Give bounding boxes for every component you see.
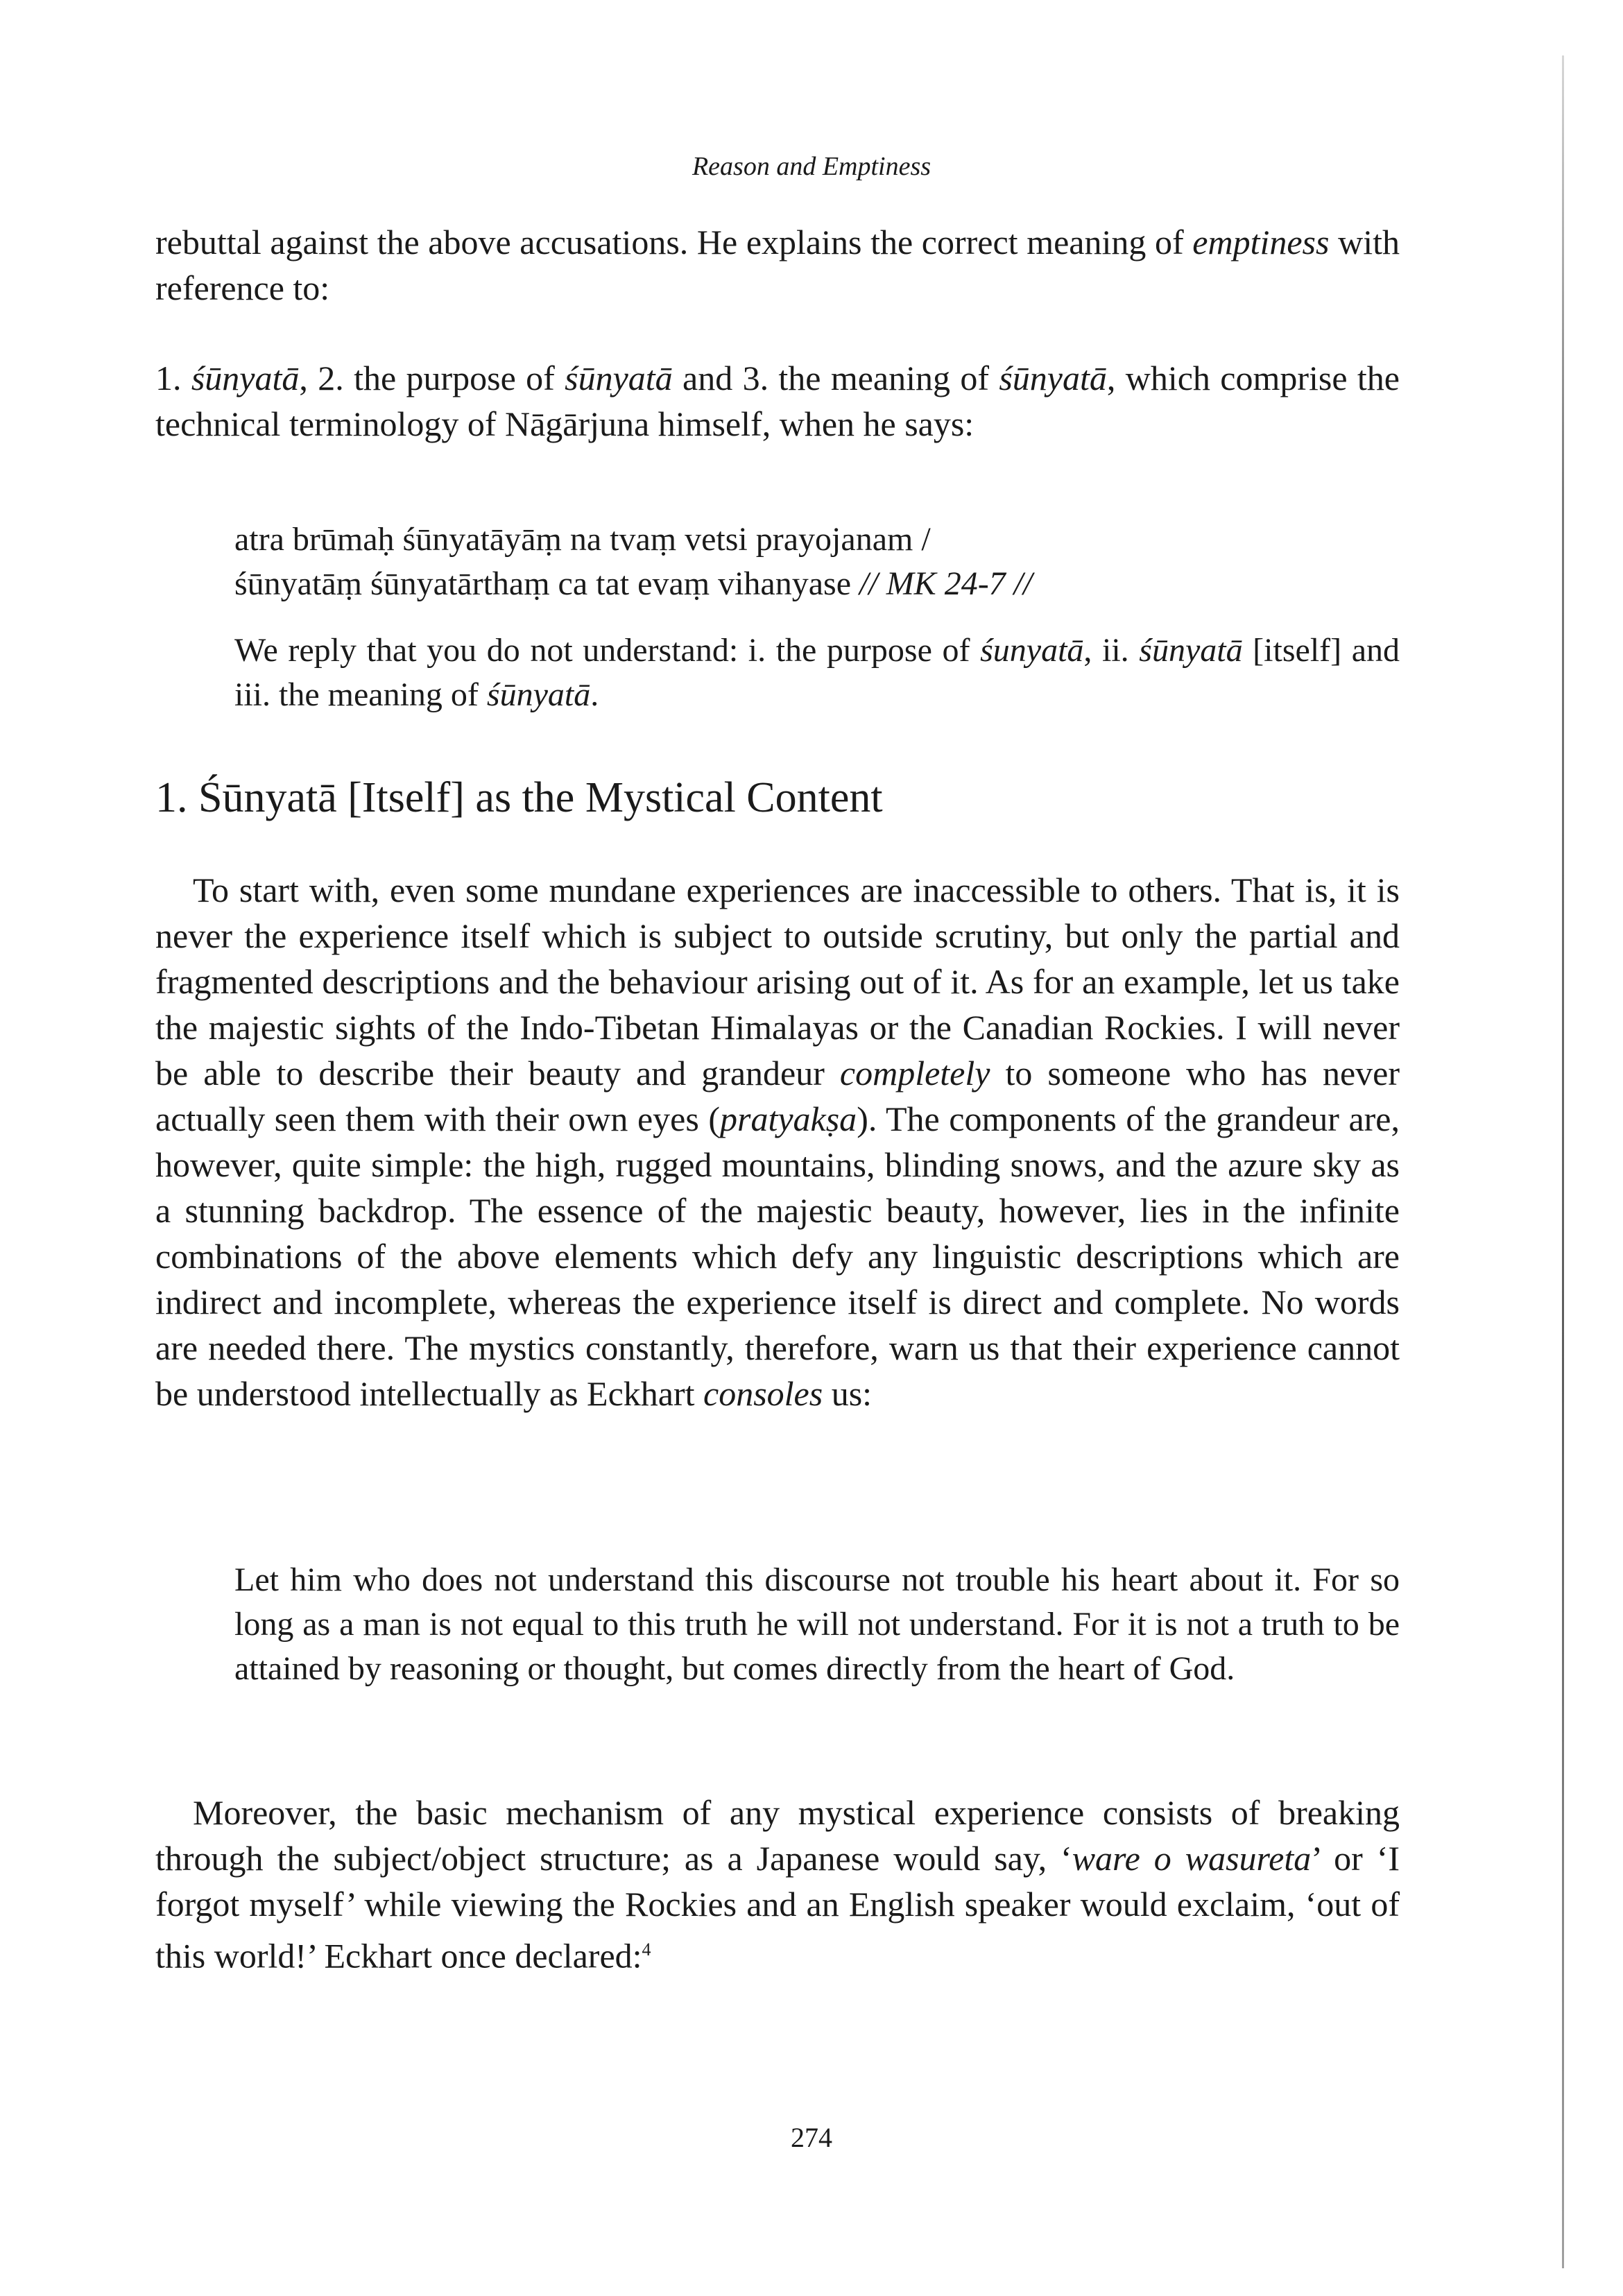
footnote-marker: 4 [642,1939,651,1960]
running-head: Reason and Emptiness [692,152,931,181]
intro-paragraph: rebuttal against the above accusations. He explains the correct meaning of emptiness with reference to: [155,223,1400,307]
verse-translation: We reply that you do not understand: i. the purpose of śunyatā, ii. śūnyatā [itself] and iii. the meaning of śūnyatā. [234,632,1400,713]
page-edge-shadow [1562,55,1564,2268]
enumerated-list: 1. śūnyatā, 2. the purpose of śūnyatā and 3. the meaning of śūnyatā, which comprise the technical terminology of Nāgārjuna himself, when he says: [155,359,1400,443]
body-paragraph-1: To start with, even some mundane experiences are inaccessible to others. That is, it is never the experience itself which is subject to outside scrutiny, but only the partial and fragmented descriptions and the behaviour arising out of it. As for an example, let us take the majestic sights of the Indo-Tibetan Himalayas or the Canadian Rockies. I will never be able to describe their beauty and grandeur completely to someone who has never actually seen them with their own eyes (pratyakṣa). The components of the grandeur are, however, quite simple: the high, rugged mountains, blinding snows, and the azure sky as a stunning backdrop. The essence of the majestic beauty, however, lies in the infinite combinations of the above elements which defy any linguistic descriptions which are indirect and incomplete, whereas the experience itself is direct and complete. No words are needed there. The mystics constantly, therefore, warn us that their experience cannot be understood intellectually as Eckhart consoles us: [155,871,1400,1413]
body-paragraph-2: Moreover, the basic mechanism of any mystical experience consists of breaking through the subject/object structure; as a Japanese would say, ‘ware o wasureta’ or ‘I forgot myself’ while viewing the Rockies and an English speaker would exclaim, ‘out of this world!’ Eckhart once declared:$^4$ [155,1793,1400,1976]
verse-line-1: atra brūmaḥ śūnyatāyāṃ na tvaṃ vetsi prayojanam / [234,521,931,558]
eckhart-quotation: Let him who does not understand this discourse not trouble his heart about it. For so long as a man is not equal to this truth he will not understand. For it is not a truth to be attained by reasoning or thought, but comes directly from the heart of God. [234,1561,1400,1687]
sanskrit-verse [234,517,1400,606]
page-number: 274 [791,2122,832,2153]
verse-line-2: śūnyatāṃ śūnyatārthaṃ ca tat evaṃ vihanyase // MK 24-7 // [234,565,1033,602]
section-heading: 1. Śūnyatā [Itself] as the Mystical Content [155,774,883,821]
